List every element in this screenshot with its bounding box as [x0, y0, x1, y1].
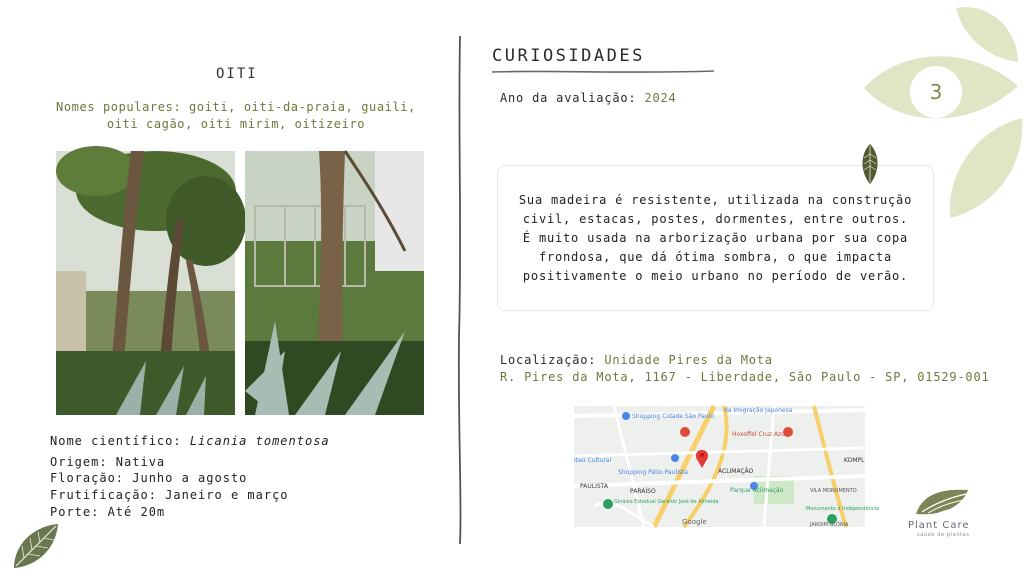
location-row [500, 353, 773, 367]
map-label-patio-paulista: Shopping Pátio Paulista [618, 469, 689, 476]
map-label-paulista: PAULISTA [580, 483, 608, 490]
plant-photo-left [56, 151, 235, 415]
map-label-vila-monumento: VILA MONUMENTO [810, 488, 857, 494]
brand-name: Plant Care [908, 520, 970, 531]
vertical-divider [456, 36, 464, 544]
scientific-name-row [50, 434, 330, 448]
heading-underline [492, 68, 714, 76]
map-label-ginasio: Ginásio Estadual Geraldo José de Almeida [614, 499, 719, 505]
location-address: R. Pires da Mota, 1167 - Liberdade, São Paulo - SP, 01529-001 [500, 370, 990, 384]
location-label: Localização: [500, 353, 597, 367]
size: Porte: Até 20m [50, 505, 166, 519]
flowering: Floração: Junho a agosto [50, 471, 248, 485]
location-unit: Unidade Pires da Mota [604, 353, 773, 367]
evaluation-year-label: Ano da avaliação: [500, 91, 637, 105]
scientific-name-label: Nome científico: [50, 434, 182, 448]
curiosity-text: Sua madeira é resistente, utilizada na construção civil, estacas, postes, dormentes, entre outros. É muito usada na arborização urbana por sua copa frondosa, que dá ótima sombra, o que impacta positivamente o meio urbano no período de verão. [518, 192, 913, 283]
leaf-shape-top [956, 7, 1018, 62]
map-label-jardim-gloria: JARDIM GLÓRIA [810, 522, 849, 528]
map-label-paraiso: PARAÍSO [630, 488, 656, 495]
map-label-hoxoffel: Hoxoffel Cruz Azul [732, 431, 787, 438]
page-number: 3 [929, 80, 943, 104]
scientific-name-value: Licania tomentosa [189, 434, 330, 448]
origin: Origem: Nativa [50, 455, 166, 469]
evaluation-year-value: 2024 [644, 91, 677, 105]
map-label-imigracao: da Imigração Japonesa [724, 407, 793, 414]
map-label-shopping-cidade: Shopping Cidade São Paulo [632, 413, 715, 420]
plant-photo-right [245, 151, 424, 415]
leaf-icon-card [860, 144, 880, 184]
fruiting: Frutificação: Janeiro e março [50, 488, 289, 502]
leaf-shape-bottom [950, 118, 1023, 218]
evaluation-year-row [500, 91, 677, 105]
map-label-monumento: Monumento à Independência [806, 506, 880, 512]
plant-care-logo-icon [914, 486, 970, 520]
location-map[interactable] [574, 406, 880, 528]
popular-names-label: Nomes populares: [56, 100, 182, 114]
map-label-itau-cultural: Itaú Cultural [574, 457, 612, 464]
brand-tagline: saúde de plantas [917, 532, 970, 538]
curiosities-heading: CURIOSIDADES [492, 46, 645, 66]
map-label-parque-aclimacao: Parque Aclimação [730, 487, 784, 494]
popular-names [56, 99, 416, 133]
popular-names-value: goiti, oiti-da-praia, guaili, oiti cagão, oiti mirim, oitizeiro [106, 100, 416, 131]
leaf-icon-bottom-left [10, 522, 60, 570]
map-google-logo: Google [682, 518, 707, 526]
page-number-badge [910, 66, 962, 118]
map-label-kompl: KOMPL [844, 457, 865, 464]
curiosity-card [497, 165, 934, 311]
map-label-aclimacao: ACLIMAÇÃO [718, 468, 754, 475]
plant-title: OITI [216, 66, 258, 82]
